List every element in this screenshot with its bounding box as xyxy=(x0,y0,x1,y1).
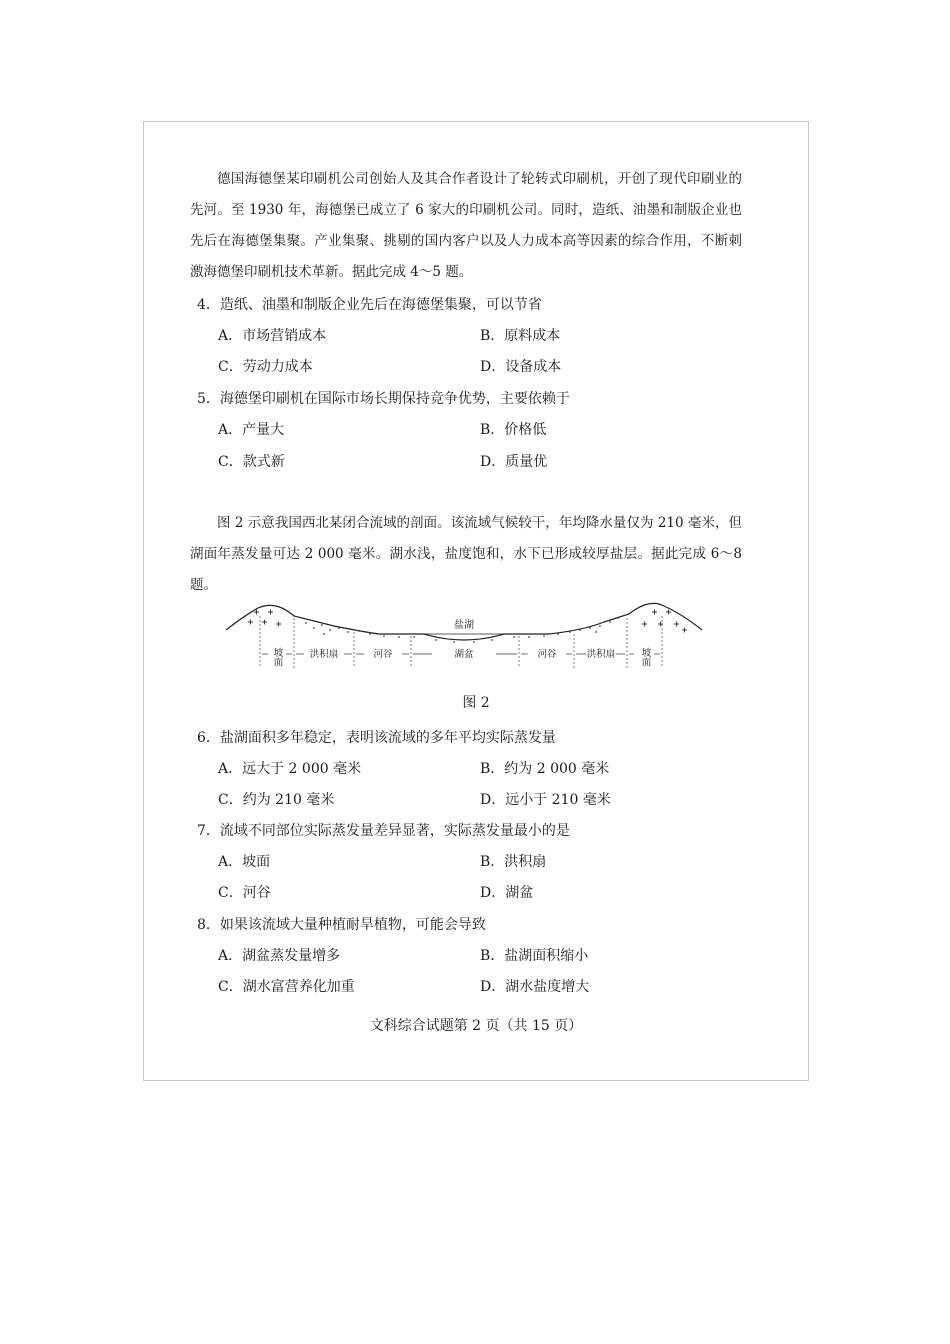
question-6-option-a: A．远大于 2 000 毫米 xyxy=(218,761,362,777)
question-5-option-a: A．产量大 xyxy=(218,422,285,438)
question-7-option-a: A．坡面 xyxy=(218,854,271,870)
question-8-option-c: C．湖水富营养化加重 xyxy=(218,979,355,995)
zone-label-fan-left: 洪积扇 xyxy=(309,649,339,660)
passage-1: 德国海德堡某印刷机公司创始人及其合作者设计了轮转式印刷机，开创了现代印刷业的先河。至 1930 年，海德堡已成立了 6 家大的印刷机公司。同时，造纸、油墨和制版企业也先后在海德堡集聚。产业集聚、挑剔的国内客户以及人力成本高等因素的综合作用，不断刺激海德堡印刷机技术革新。据此完成 4～5 题。 xyxy=(190,171,742,280)
question-5-option-d: D．质量优 xyxy=(480,454,548,470)
lake-label: 盐湖 xyxy=(454,620,474,631)
question-6-option-c: C．约为 210 毫米 xyxy=(218,792,335,808)
question-4-option-a: A．市场营销成本 xyxy=(218,328,327,344)
page-footer: 文科综合试题第 2 页（共 15 页） xyxy=(369,1018,583,1034)
zone-label-slope-right: 坡面 xyxy=(639,647,651,667)
question-4-option-b: B．原料成本 xyxy=(480,328,561,344)
zone-label-valley-left: 河谷 xyxy=(373,649,393,660)
zone-label-valley-right: 河谷 xyxy=(537,649,557,660)
figure-caption: 图 2 xyxy=(462,695,490,711)
passage-2: 图 2 示意我国西北某闭合流域的剖面。该流域气候较干，年均降水量仅为 210 毫米，但湖面年蒸发量可达 2 000 毫米。湖水浅，盐度饱和，水下已形成较厚盐层。据此完成 6～8 题。 xyxy=(190,515,742,593)
question-8-stem: 8．如果该流域大量种植耐旱植物，可能会导致 xyxy=(197,917,486,933)
question-7-option-b: B．洪积扇 xyxy=(480,854,547,870)
question-8-option-d: D．湖水盐度增大 xyxy=(480,979,590,995)
question-5-option-b: B．价格低 xyxy=(480,422,547,438)
question-6-stem: 6．盐湖面积多年稳定，表明该流域的多年平均实际蒸发量 xyxy=(197,730,556,746)
question-6-option-b: B．约为 2 000 毫米 xyxy=(480,761,610,777)
question-6-option-d: D．远小于 210 毫米 xyxy=(480,792,611,808)
question-7-option-d: D．湖盆 xyxy=(480,885,534,901)
question-4-option-d: D．设备成本 xyxy=(480,359,562,375)
question-4-option-c: C．劳动力成本 xyxy=(218,359,313,375)
zone-label-fan-right: 洪积扇 xyxy=(586,649,616,660)
zone-label-slope-left: 坡面 xyxy=(271,647,283,667)
question-5-stem: 5．海德堡印刷机在国际市场长期保持竞争优势，主要依赖于 xyxy=(197,391,570,407)
zone-label-basin: 湖盆 xyxy=(454,649,474,660)
question-8-option-a: A．湖盆蒸发量增多 xyxy=(218,948,341,964)
question-5-option-c: C．款式新 xyxy=(218,454,285,470)
exam-page xyxy=(143,121,809,1081)
question-4-stem: 4．造纸、油墨和制版企业先后在海德堡集聚，可以节省 xyxy=(197,297,542,313)
question-7-stem: 7．流域不同部位实际蒸发量差异显著，实际蒸发量最小的是 xyxy=(197,823,570,839)
basin-profile-diagram xyxy=(224,600,704,680)
question-7-option-c: C．河谷 xyxy=(218,885,271,901)
question-8-option-b: B．盐湖面积缩小 xyxy=(480,948,589,964)
